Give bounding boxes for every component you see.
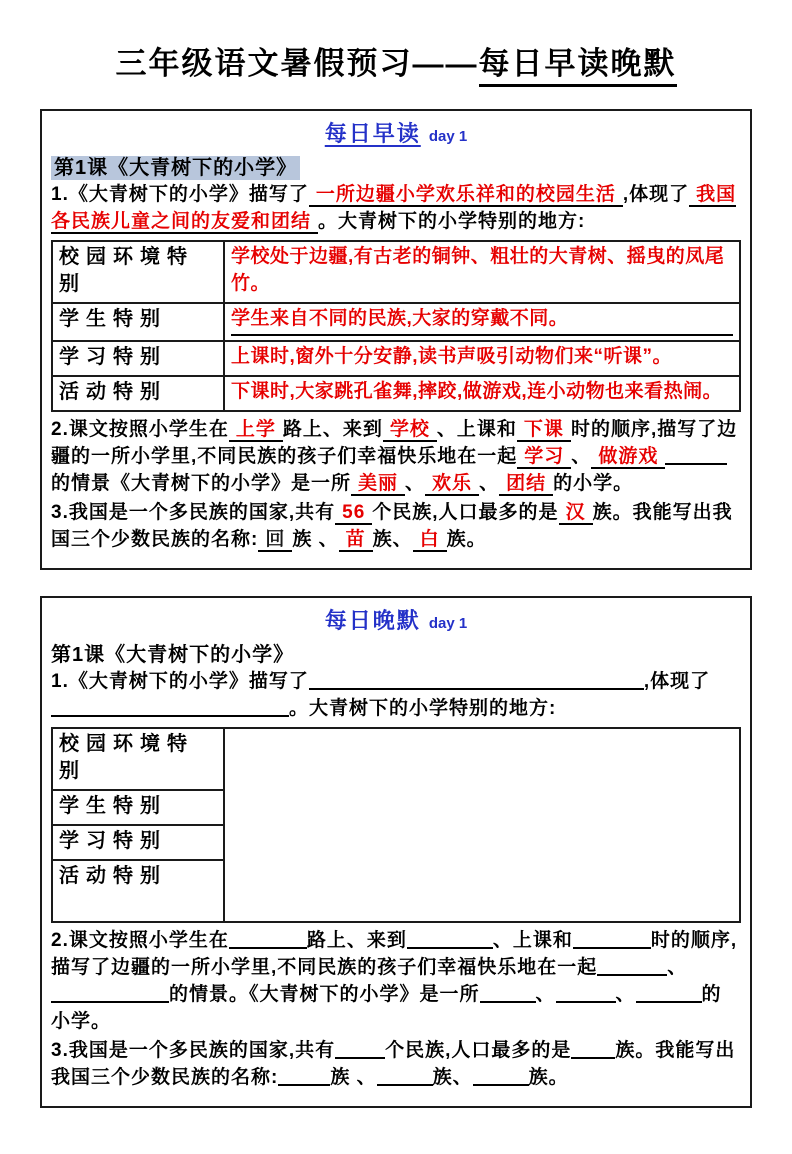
evening-question-1: 1.《大青树下的小学》描写了 ,体现了。大青树下的小学特别的地方: <box>51 670 711 719</box>
filled-answer: 做游戏 <box>591 446 665 469</box>
blank-line <box>556 982 616 1003</box>
row-label: 学生特别 <box>52 303 224 341</box>
morning-reading-section <box>40 109 752 570</box>
morning-lesson-title-text: 第1课《大青树下的小学》 <box>51 156 300 180</box>
blank-line <box>571 1038 615 1059</box>
evening-header-day: day 1 <box>428 614 468 632</box>
blank-line <box>573 928 651 949</box>
row-label: 学生特别 <box>52 790 224 825</box>
blank-line <box>229 928 307 949</box>
row-answer-cell <box>224 303 740 341</box>
filled-answer: 上学 <box>229 419 283 442</box>
blank-answer-area <box>224 728 740 922</box>
morning-header-text: 每日早读 <box>324 121 421 146</box>
filled-answer: 回 <box>258 529 292 552</box>
page-title-main: 三年级语文暑假预习—— <box>115 46 479 81</box>
blank-line <box>51 982 169 1003</box>
morning-question-1: 1.《大青树下的小学》描写了 一所边疆小学欢乐祥和的校园生活 ,体现了 我国各民族儿童之间的友爱和团结 。大青树下的小学特别的地方: <box>51 184 737 232</box>
morning-section-header <box>51 117 741 148</box>
evening-table-body <box>52 728 740 922</box>
row-label: 活动特别 <box>52 376 224 411</box>
blank-line <box>407 928 493 949</box>
row-answer: 学校处于边疆,有古老的铜钟、粗壮的大青树、摇曳的凤尾竹。 <box>231 245 725 294</box>
filled-answer: 欢乐 <box>425 473 479 496</box>
filled-answer: 56 <box>335 502 372 525</box>
blank-line <box>51 696 289 717</box>
filled-answer: 学习 <box>517 446 571 469</box>
filled-answer: 白 <box>413 529 447 552</box>
row-label: 活动特别 <box>52 860 224 922</box>
filled-answer: 汉 <box>559 502 593 525</box>
blank-line <box>665 444 727 465</box>
filled-answer: 我国各民族儿童之间的友爱和团结 <box>51 184 737 232</box>
table-row <box>52 241 740 303</box>
filled-answer: 美丽 <box>351 473 405 496</box>
row-answer-cell <box>224 241 740 303</box>
table-row <box>52 728 740 790</box>
morning-question-3: 3.我国是一个多民族的国家,共有 56 个民族,人口最多的是 汉 族。我能写出我国三个少数民族的名称: 回 族 、 苗 族、 白 族。 <box>51 501 733 550</box>
row-label: 校园环境特别 <box>52 241 224 303</box>
evening-answer-table <box>51 727 741 923</box>
filled-answer: 一所边疆小学欢乐祥和的校园生活 <box>309 184 623 207</box>
row-answer: 上课时,窗外十分安静,读书声吸引动物们来“听课”。 <box>231 345 673 367</box>
evening-lesson-title <box>51 638 741 667</box>
filled-answer: 苗 <box>339 529 373 552</box>
row-label: 学习特别 <box>52 341 224 376</box>
page-title <box>40 38 752 83</box>
blank-line <box>473 1065 529 1086</box>
morning-header-day: day 1 <box>428 128 468 145</box>
blank-line <box>278 1065 330 1086</box>
blank-line <box>480 982 536 1003</box>
filled-answer: 团结 <box>499 473 553 496</box>
evening-question-3: 3.我国是一个多民族的国家,共有 个民族,人口最多的是 族。我能写出我国三个少数民族的名称: 族 、 族、 族。 <box>51 1039 736 1088</box>
table-row <box>52 376 740 411</box>
blank-line <box>597 955 667 976</box>
filled-answer: 学校 <box>383 419 437 442</box>
filled-answer: 下课 <box>517 419 571 442</box>
morning-answer-table <box>51 240 741 412</box>
blank-line <box>335 1038 385 1059</box>
row-label: 校园环境特别 <box>52 728 224 790</box>
row-answer: 下课时,大家跳孔雀舞,摔跤,做游戏,连小动物也来看热闹。 <box>231 380 723 402</box>
row-answer-cell <box>224 341 740 376</box>
table-row <box>52 341 740 376</box>
morning-lesson-title <box>51 151 741 180</box>
evening-header-text: 每日晚默 <box>324 607 421 633</box>
evening-lesson-title-text: 第1课《大青树下的小学》 <box>51 643 295 666</box>
row-answer-cell <box>224 376 740 411</box>
morning-table-body <box>52 241 740 411</box>
evening-dictation-section <box>40 596 752 1108</box>
blank-line <box>636 982 702 1003</box>
page-title-underlined: 每日早读晚默 <box>479 46 677 87</box>
blank-line <box>309 669 644 690</box>
morning-question-2: 2.课文按照小学生在 上学 路上、来到 学校 、上课和 下课 时的顺序,描写了边疆的一所小学里,不同民族的孩子们幸福快乐地在一起 学习 、 做游戏的情景《大青树下的小学》是一所 美丽 、 欢乐 、 团结 的小学。 <box>51 418 738 494</box>
row-label: 学习特别 <box>52 825 224 860</box>
blank-line <box>377 1065 433 1086</box>
evening-section-header <box>51 604 741 635</box>
row-answer: 学生来自不同的民族,大家的穿戴不同。 <box>231 306 733 336</box>
table-row <box>52 303 740 341</box>
evening-question-2: 2.课文按照小学生在 路上、来到 、上课和 时的顺序,描写了边疆的一所小学里,不同民族的孩子们幸福快乐地在一起 、的情景。《大青树下的小学》是一所 、 、 的小学。 <box>51 929 738 1032</box>
